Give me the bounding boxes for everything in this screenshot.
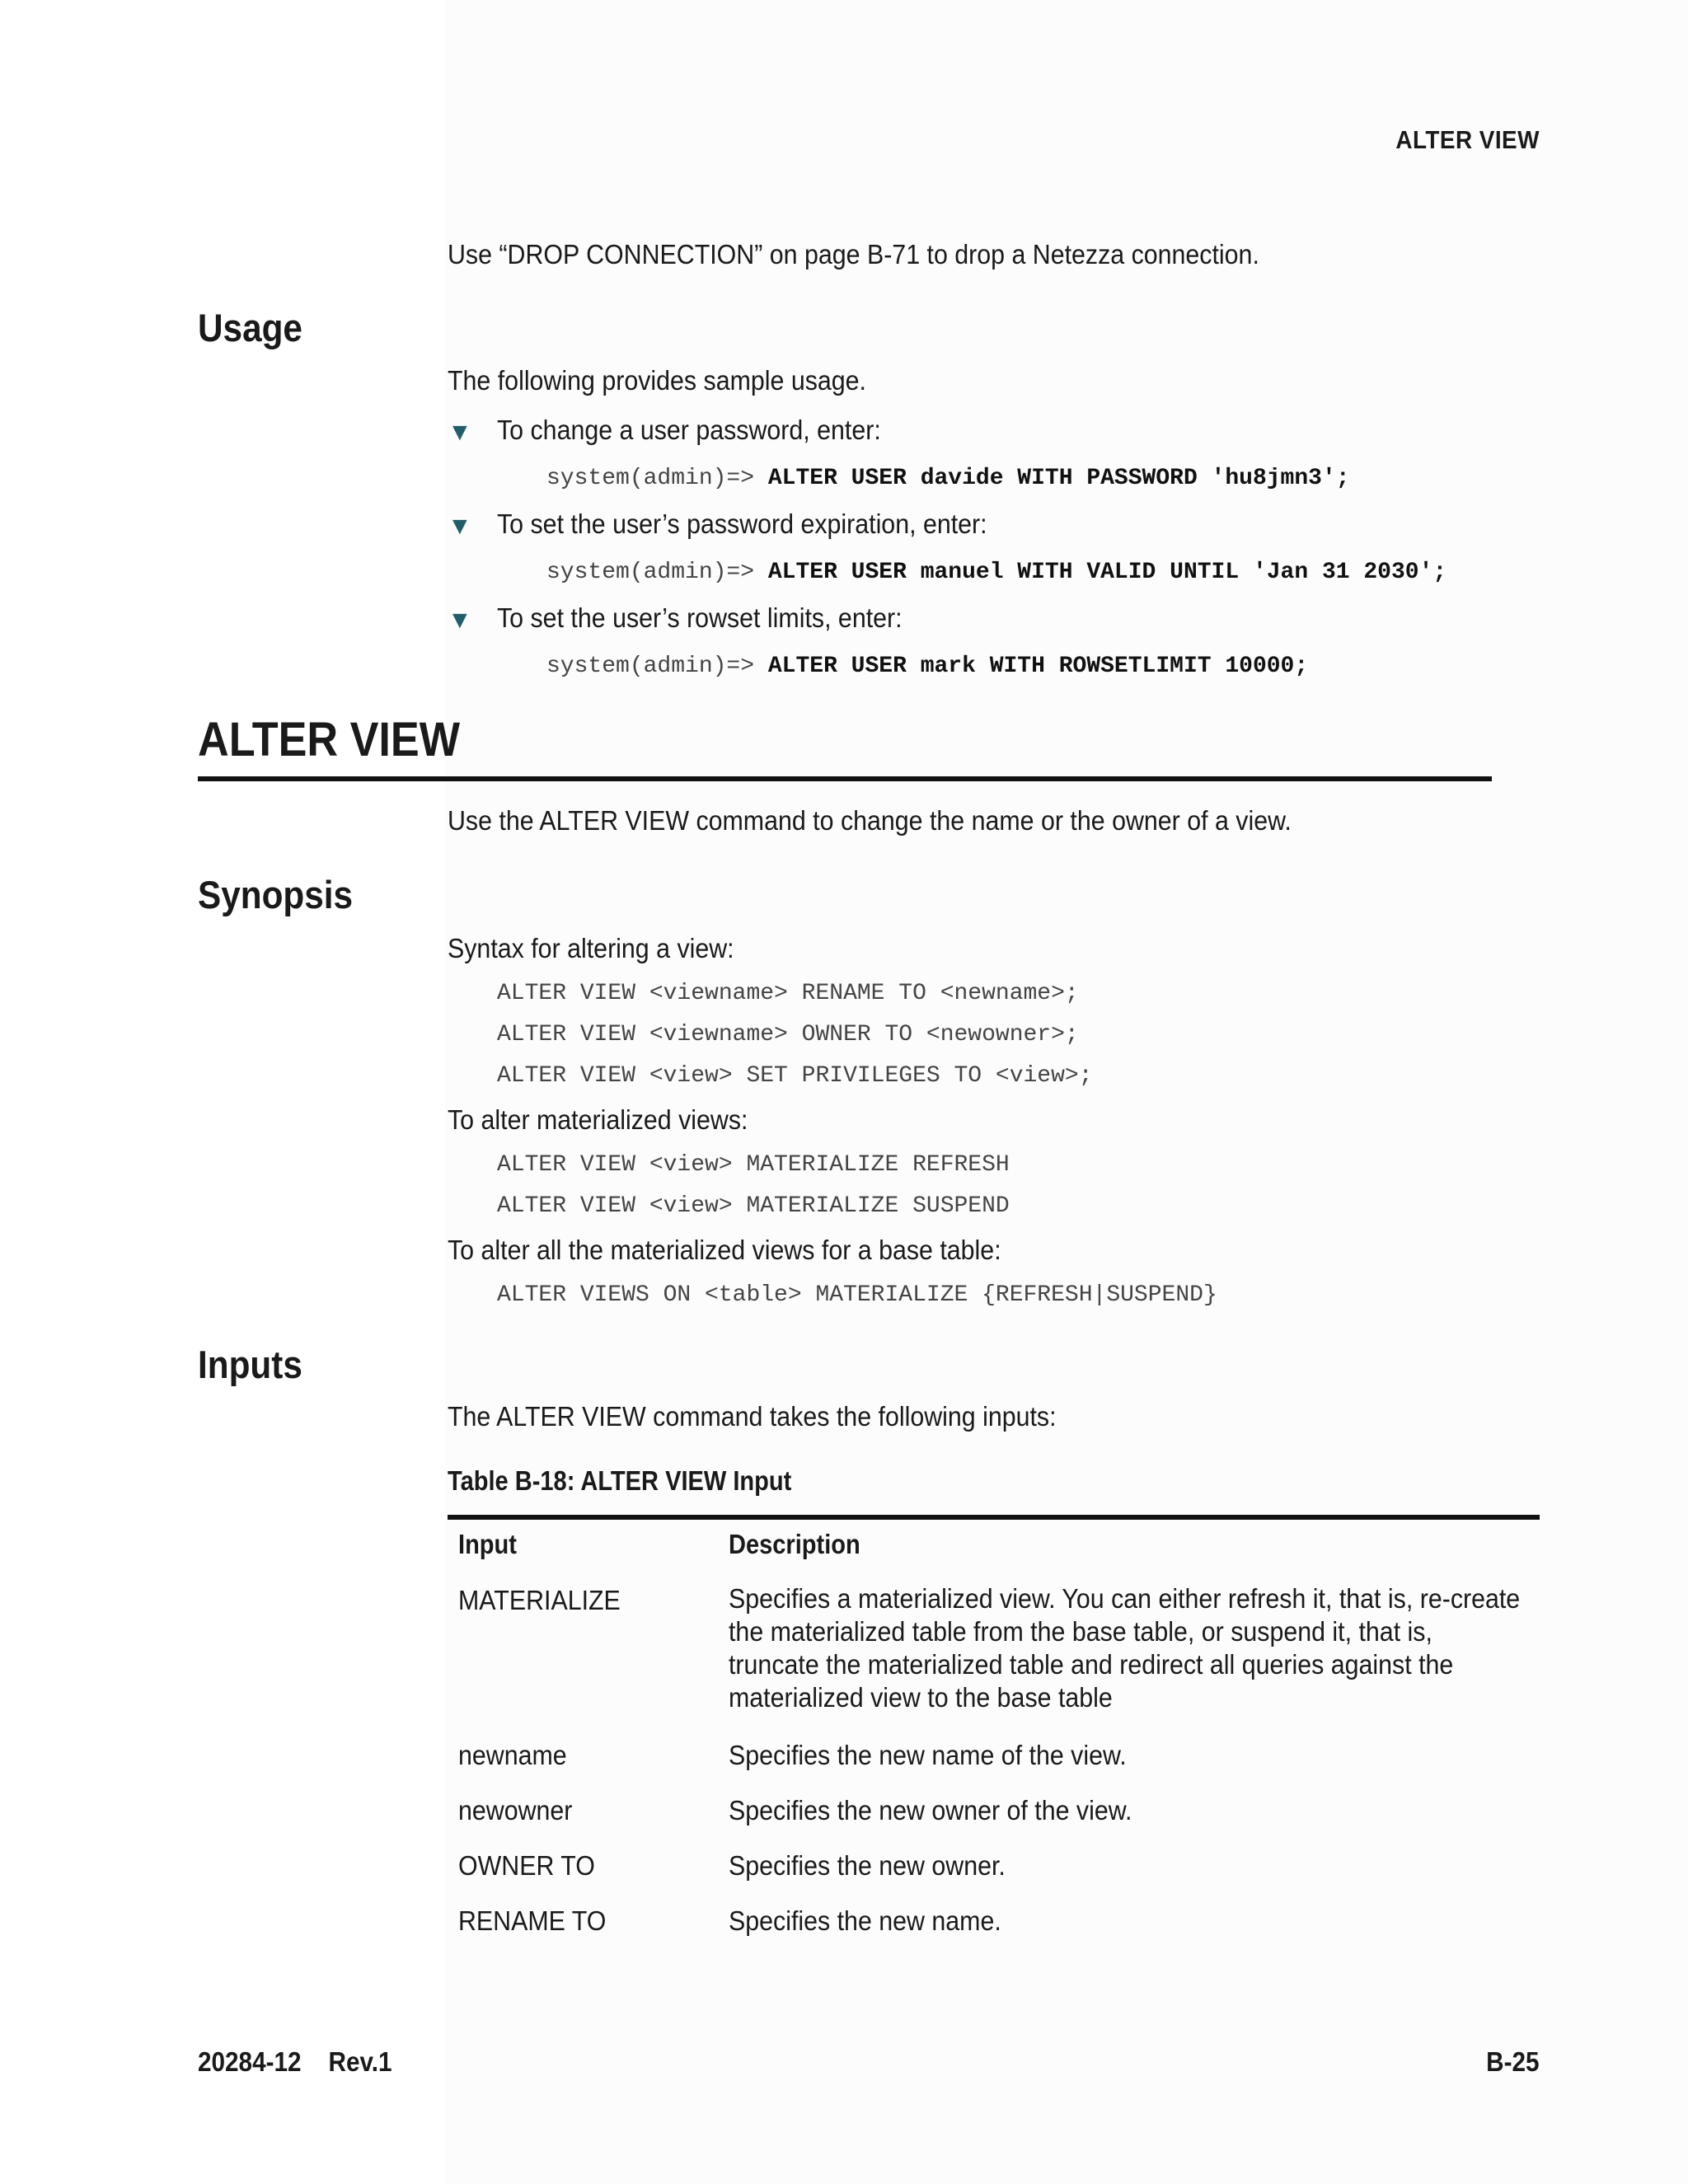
table-header-input: Input (458, 1529, 517, 1559)
synopsis-code-line: ALTER VIEW <view> MATERIALIZE SUSPEND (497, 1193, 1010, 1219)
section-rule (198, 776, 1492, 781)
table-cell-input: newowner (458, 1795, 573, 1825)
page-background (445, 0, 1688, 2184)
table-cell-description: Specifies a materialized view. You can either refresh it, that is, re-create the materialized table from the base table, or suspend it, that is, truncate the materialized table and redirect all queries against the materialized view to the base table (729, 1583, 1521, 1713)
table-cell-input: MATERIALIZE (458, 1585, 621, 1615)
table-cell-input: newname (458, 1740, 567, 1770)
synopsis-code-line: ALTER VIEW <viewname> OWNER TO <newowner>; (497, 1022, 1079, 1047)
bullet-icon: ▼ (448, 419, 472, 446)
footer-doc-id: 20284-12 Rev.1 (198, 2046, 392, 2077)
bullet-icon: ▼ (448, 513, 472, 540)
section-title: ALTER VIEW (198, 713, 461, 766)
table-header-description: Description (729, 1529, 860, 1559)
table-caption: Table B-18: ALTER VIEW Input (448, 1465, 792, 1496)
table-cell-description: Specifies the new name. (729, 1905, 1001, 1936)
inputs-lead: The ALTER VIEW command takes the following inputs: (448, 1401, 1057, 1432)
table-cell-description: Specifies the new owner. (729, 1850, 1006, 1881)
synopsis-code-line: ALTER VIEW <viewname> RENAME TO <newname>; (497, 981, 1079, 1006)
usage-lead: The following provides sample usage. (448, 365, 866, 396)
usage-item-text: To set the user’s rowset limits, enter: (497, 602, 903, 633)
usage-item-text: To change a user password, enter: (497, 415, 881, 445)
table-cell-input: OWNER TO (458, 1850, 595, 1881)
synopsis-code-line: ALTER VIEWS ON <table> MATERIALIZE {REFRESH|SUSPEND} (497, 1282, 1217, 1308)
synopsis-syntax-label: Syntax for altering a view: (448, 933, 734, 963)
synopsis-materialized-label: To alter materialized views: (448, 1104, 748, 1135)
intro-text: Use “DROP CONNECTION” on page B-71 to drop a Netezza connection. (448, 239, 1259, 269)
usage-item-text: To set the user’s password expiration, enter: (497, 509, 987, 539)
synopsis-code-line: ALTER VIEW <view> MATERIALIZE REFRESH (497, 1152, 1010, 1178)
synopsis-base-label: To alter all the materialized views for a base table: (448, 1235, 1001, 1265)
inputs-heading: Inputs (198, 1343, 302, 1386)
usage-code-line: system(admin)=> ALTER USER davide WITH PASSWORD 'hu8jmn3'; (546, 466, 1350, 491)
synopsis-code-line: ALTER VIEW <view> SET PRIVILEGES TO <view>; (497, 1063, 1093, 1089)
section-description: Use the ALTER VIEW command to change the name or the owner of a view. (448, 805, 1292, 836)
footer-page-number: B-25 (1486, 2046, 1540, 2077)
table-top-rule (448, 1515, 1540, 1520)
bullet-icon: ▼ (448, 607, 472, 634)
usage-heading: Usage (198, 306, 302, 349)
table-cell-description: Specifies the new name of the view. (729, 1740, 1127, 1770)
usage-code-line: system(admin)=> ALTER USER manuel WITH VALID UNTIL 'Jan 31 2030'; (546, 560, 1447, 585)
usage-code-line: system(admin)=> ALTER USER mark WITH ROWSETLIMIT 10000; (546, 654, 1309, 679)
synopsis-heading: Synopsis (198, 873, 354, 916)
running-head: ALTER VIEW (1395, 125, 1540, 154)
table-cell-input: RENAME TO (458, 1905, 607, 1936)
table-cell-description: Specifies the new owner of the view. (729, 1795, 1132, 1825)
